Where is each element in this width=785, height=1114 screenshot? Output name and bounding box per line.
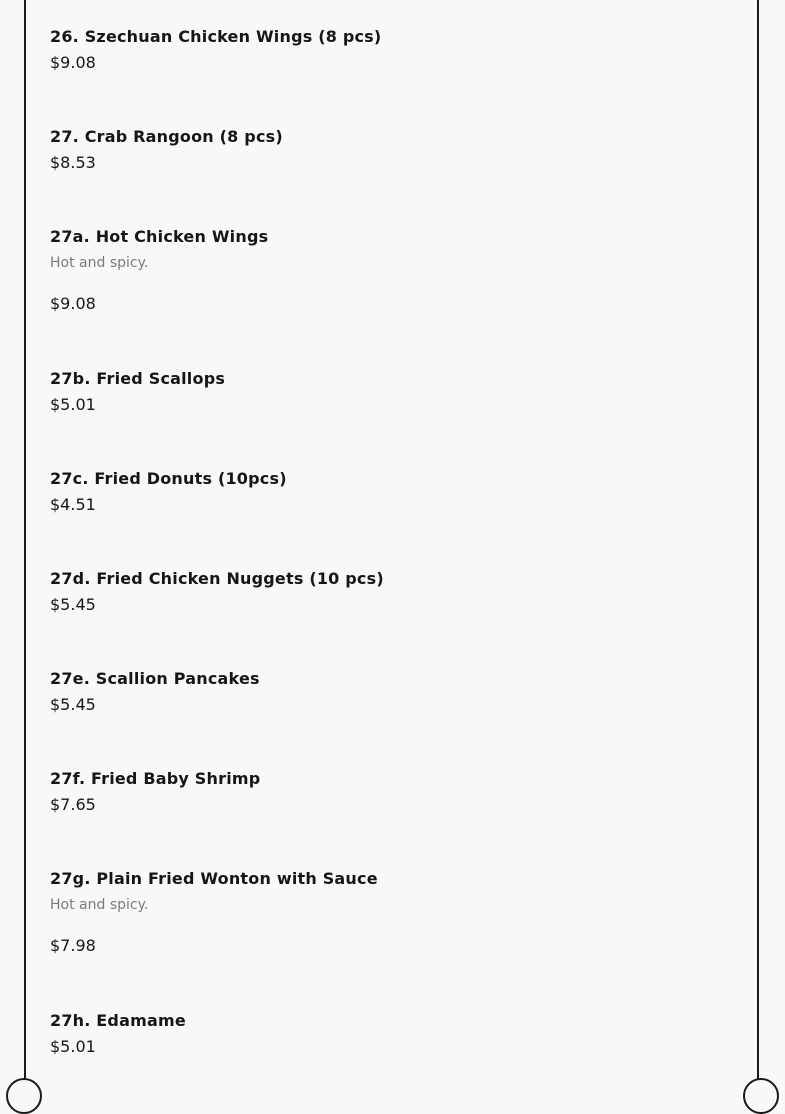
item-name: 27d. Fried Chicken Nuggets (10 pcs) — [50, 569, 384, 588]
menu-item[interactable] — [50, 669, 350, 715]
item-name: 27f. Fried Baby Shrimp — [50, 769, 261, 788]
menu-item[interactable] — [50, 469, 350, 515]
menu-item[interactable] — [50, 769, 350, 815]
item-name: 27b. Fried Scallops — [50, 369, 226, 388]
item-name: 27a. Hot Chicken Wings — [50, 227, 269, 246]
item-name: 26. Szechuan Chicken Wings (8 pcs) — [50, 27, 382, 46]
item-price: $5.01 — [50, 395, 96, 414]
menu-item[interactable] — [50, 127, 350, 173]
item-name: 27g. Plain Fried Wonton with Sauce — [50, 869, 378, 888]
menu-item[interactable] — [50, 1011, 350, 1057]
item-description: Hot and spicy. — [50, 897, 149, 913]
item-name: 27. Crab Rangoon (8 pcs) — [50, 127, 283, 146]
menu-item[interactable] — [50, 569, 384, 615]
card-notch-right — [743, 1078, 779, 1114]
menu-item[interactable] — [50, 369, 350, 415]
item-description: Hot and spicy. — [50, 255, 149, 271]
item-price: $5.45 — [50, 595, 96, 614]
item-price: $9.08 — [50, 53, 96, 72]
item-price: $9.08 — [50, 294, 96, 313]
item-price: $5.45 — [50, 695, 96, 714]
item-name: 27c. Fried Donuts (10pcs) — [50, 469, 287, 488]
item-price: $7.98 — [50, 936, 96, 955]
menu-item[interactable] — [50, 869, 378, 956]
item-name: 27h. Edamame — [50, 1011, 186, 1030]
menu-item[interactable] — [50, 227, 350, 314]
item-price: $8.53 — [50, 153, 96, 172]
card-notch-left — [6, 1078, 42, 1114]
item-name: 27e. Scallion Pancakes — [50, 669, 260, 688]
item-price: $4.51 — [50, 495, 96, 514]
item-price: $5.01 — [50, 1037, 96, 1056]
menu-item[interactable] — [50, 27, 382, 73]
item-price: $7.65 — [50, 795, 96, 814]
